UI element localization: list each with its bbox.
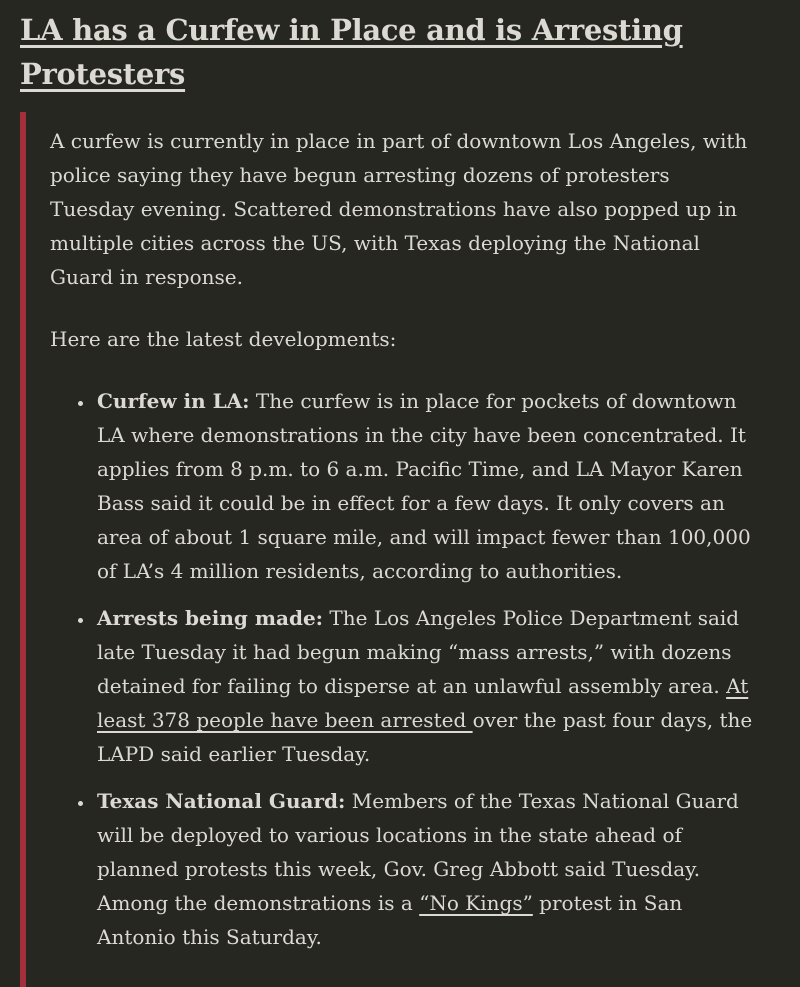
live-update-block: [20, 112, 780, 987]
article-title-link[interactable]: LA has a Curfew in Place and is Arresting Protesters: [20, 13, 683, 91]
arrested-count-link[interactable]: At least 378 people have been arrested: [97, 674, 749, 732]
no-kings-link[interactable]: “No Kings”: [419, 891, 533, 915]
bullet-text-before: Members of the Texas National Guard will be deployed to various locations in the state ahead of planned protests this week, Gov. Greg Abbott said Tuesday. Among the demonstrations is a: [97, 789, 739, 915]
bullet-text-before: The Los Angeles Police Department said late Tuesday it had begun making “mass arrests,” with dozens detained for failing to disperse at an unlawful assembly area.: [97, 606, 740, 698]
page-title: [20, 8, 780, 96]
bullet-label: Curfew in LA:: [97, 389, 250, 413]
lead-paragraph: A curfew is currently in place in part of downtown Los Angeles, with police saying they have begun arresting dozens of protesters Tuesday evening. Scattered demonstrations have also popped up in multiple cities across the US, with Texas deploying the National Guard in response.: [50, 129, 748, 289]
bullet-text-after: protest in San Antonio this Saturday.: [97, 891, 683, 949]
bullet-text: The curfew is in place for pockets of downtown LA where demonstrations in the city have been concentrated. It applies from 8 p.m. to 6 a.m. Pacific Time, and LA Mayor Karen Bass said it could be in effect for a few days. It only covers an area of about 1 square mile, and will impact fewer than 100,000 of LA’s 4 million residents, according to authorities.: [97, 389, 751, 583]
bullet-label: Arrests being made:: [97, 606, 324, 630]
bullet-label: Texas National Guard:: [97, 789, 346, 813]
list-item-arrests: [95, 601, 756, 771]
developments-intro: Here are the latest developments:: [50, 327, 397, 351]
developments-list: [50, 384, 756, 954]
list-item-curfew: [95, 384, 756, 588]
list-item-texas-guard: [95, 784, 756, 954]
bullet-text-after: over the past four days, the LAPD said earlier Tuesday.: [97, 708, 753, 766]
